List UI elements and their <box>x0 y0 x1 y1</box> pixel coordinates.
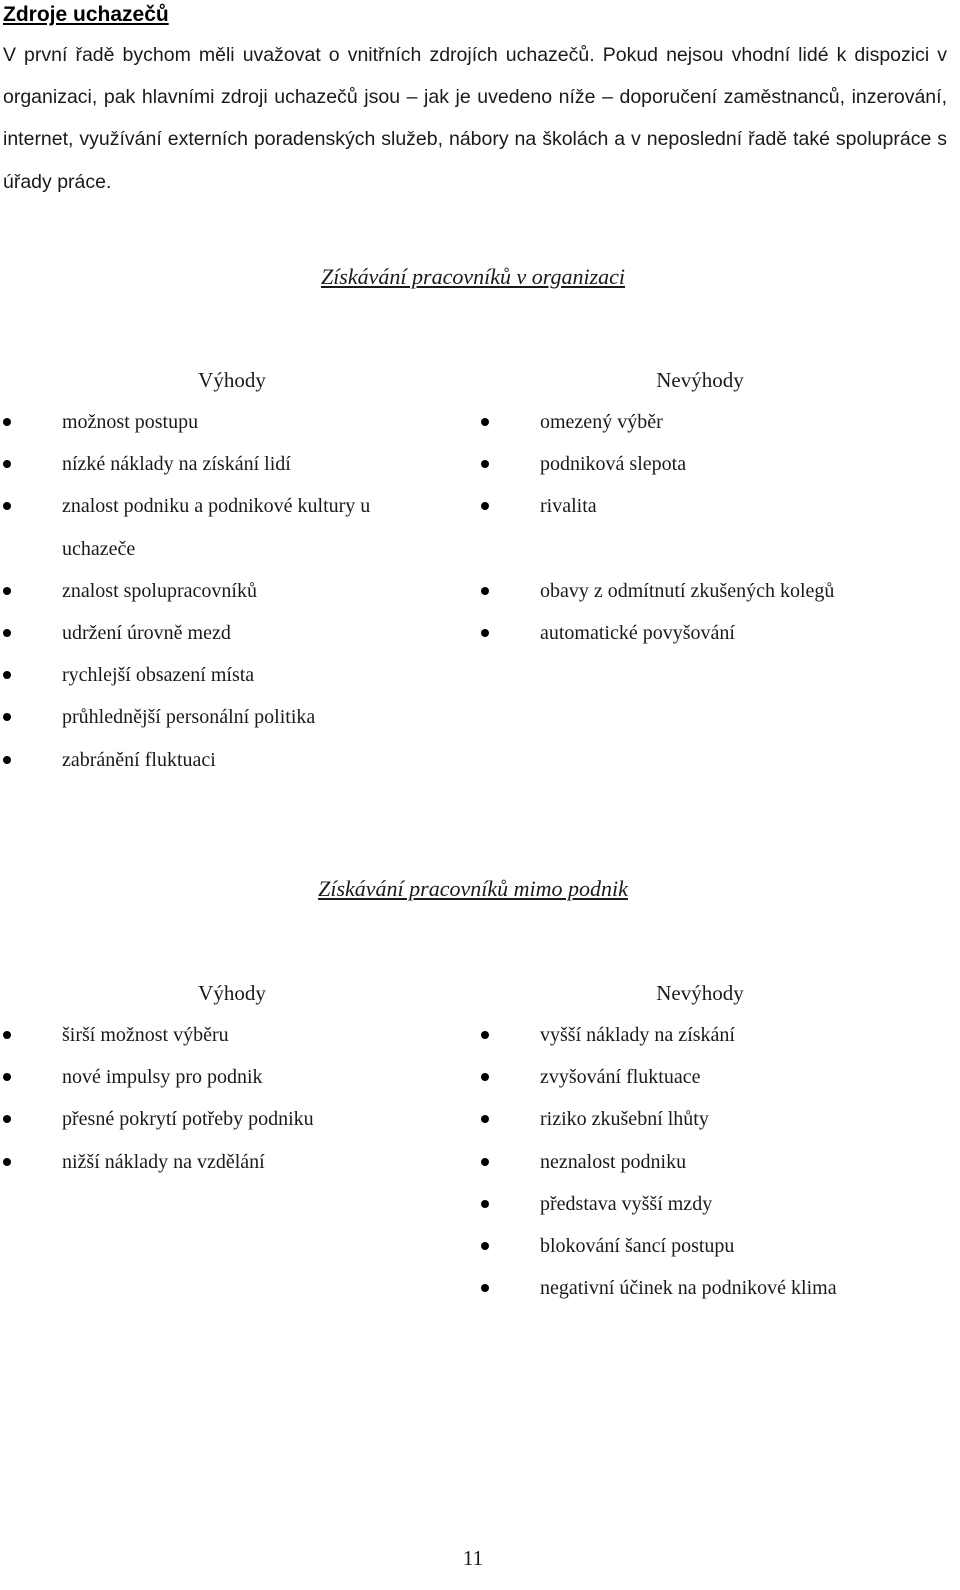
list-item <box>0 739 440 781</box>
list-item-text: blokování šancí postupu <box>540 1235 735 1258</box>
list-item <box>0 612 440 654</box>
bullet-icon <box>3 1073 11 1081</box>
bullet-icon <box>3 1115 11 1123</box>
bullet-icon <box>481 460 489 468</box>
list-item-text: neznalost podniku <box>540 1150 687 1173</box>
bullet-icon <box>3 418 11 426</box>
bullet-icon <box>481 629 489 637</box>
list-item <box>0 443 440 485</box>
list-item <box>0 654 440 696</box>
list-item-text: zvyšování fluktuace <box>540 1066 701 1089</box>
list-item-text: automatické povyšování <box>540 622 735 645</box>
list-item-text: vyšší náklady na získání <box>540 1024 735 1046</box>
list-item <box>478 401 938 443</box>
list-item-text: možnost postupu <box>62 411 199 433</box>
bullet-icon <box>3 756 11 764</box>
list-item <box>0 1014 440 1056</box>
intro-paragraph: V první řadě bychom měli uvažovat o vnitřních zdrojích uchazečů. Pokud nejsou vhodní lidé k dispozici v organizaci, pak hlavními zdroji uchazečů jsou – jak je uvedeno níže – doporučení zaměstnanců, inzerování, internet, využívání externích poradenských služeb, nábory na školách a v neposlední řadě také spolupráce s úřady práce. <box>3 44 947 193</box>
bullet-icon <box>481 1242 489 1250</box>
list-item <box>478 612 938 654</box>
list-item-text: obavy z odmítnutí zkušených kolegů <box>540 579 835 602</box>
list-item-text: nižší náklady na vzdělání <box>62 1150 265 1173</box>
advantages-heading: Výhody <box>198 981 266 1005</box>
disadvantages-list-external <box>478 1014 938 1309</box>
section-title-internal: Získávání pracovníků v organizaci <box>320 264 626 289</box>
list-item <box>478 570 938 612</box>
bullet-icon <box>481 1031 489 1039</box>
advantages-list-internal <box>0 401 440 781</box>
list-item <box>478 1141 938 1183</box>
bullet-icon <box>481 1158 489 1166</box>
list-item <box>0 570 440 612</box>
list-item <box>478 443 938 485</box>
list-item <box>478 1056 938 1098</box>
list-item-text: přesné pokrytí potřeby podniku <box>62 1108 314 1131</box>
list-item <box>478 1225 938 1267</box>
disadvantages-heading: Nevýhody <box>656 981 744 1005</box>
bullet-icon <box>481 1073 489 1081</box>
bullet-icon <box>481 587 489 595</box>
bullet-icon <box>481 502 489 510</box>
list-item <box>0 1141 440 1183</box>
bullet-icon <box>3 1158 11 1166</box>
list-item <box>478 528 938 570</box>
list-item-text: udržení úrovně mezd <box>62 622 231 645</box>
list-item-text: zabránění fluktuaci <box>62 748 216 771</box>
list-item-text: podniková slepota <box>540 453 687 476</box>
advantages-heading: Výhody <box>198 368 266 392</box>
bullet-icon <box>3 713 11 721</box>
list-item <box>0 485 440 569</box>
list-item-text: rivalita <box>540 495 597 518</box>
list-item <box>0 401 440 443</box>
bullet-icon <box>481 1115 489 1123</box>
list-item-text: nové impulsy pro podnik <box>62 1066 263 1089</box>
page-number: 11 <box>462 1546 484 1570</box>
list-item <box>478 1267 938 1309</box>
list-item-text: znalost podniku a podnikové kultury u uchazeče <box>62 495 371 560</box>
bullet-icon <box>3 629 11 637</box>
bullet-icon <box>3 460 11 468</box>
advantages-list-external <box>0 1014 440 1183</box>
list-item-text: průhlednější personální politika <box>62 706 316 729</box>
list-item-text: nízké náklady na získání lidí <box>62 453 291 476</box>
list-item-text: riziko zkušební lhůty <box>540 1108 709 1131</box>
bullet-icon <box>3 502 11 510</box>
list-item <box>0 1056 440 1098</box>
list-item-text: širší možnost výběru <box>62 1024 229 1046</box>
bullet-icon <box>481 1200 489 1208</box>
list-item <box>0 696 440 738</box>
list-item <box>0 1098 440 1140</box>
bullet-icon <box>3 671 11 679</box>
section-title-external: Získávání pracovníků mimo podnik <box>318 876 628 901</box>
list-item <box>478 1183 938 1225</box>
bullet-icon <box>3 1031 11 1039</box>
list-item <box>478 485 938 527</box>
list-item-text: znalost spolupracovníků <box>62 579 257 602</box>
bullet-icon <box>481 418 489 426</box>
list-item <box>478 1098 938 1140</box>
list-item-text: omezený výběr <box>540 411 663 433</box>
list-item-text: představa vyšší mzdy <box>540 1192 713 1215</box>
disadvantages-heading: Nevýhody <box>656 368 744 392</box>
disadvantages-list-internal <box>478 401 938 654</box>
list-item-text: rychlejší obsazení místa <box>62 664 255 687</box>
bullet-icon <box>3 587 11 595</box>
list-item-text: negativní účinek na podnikové klima <box>540 1277 837 1300</box>
list-item <box>478 1014 938 1056</box>
page-heading: Zdroje uchazečů <box>3 3 169 26</box>
bullet-icon <box>481 1284 489 1292</box>
